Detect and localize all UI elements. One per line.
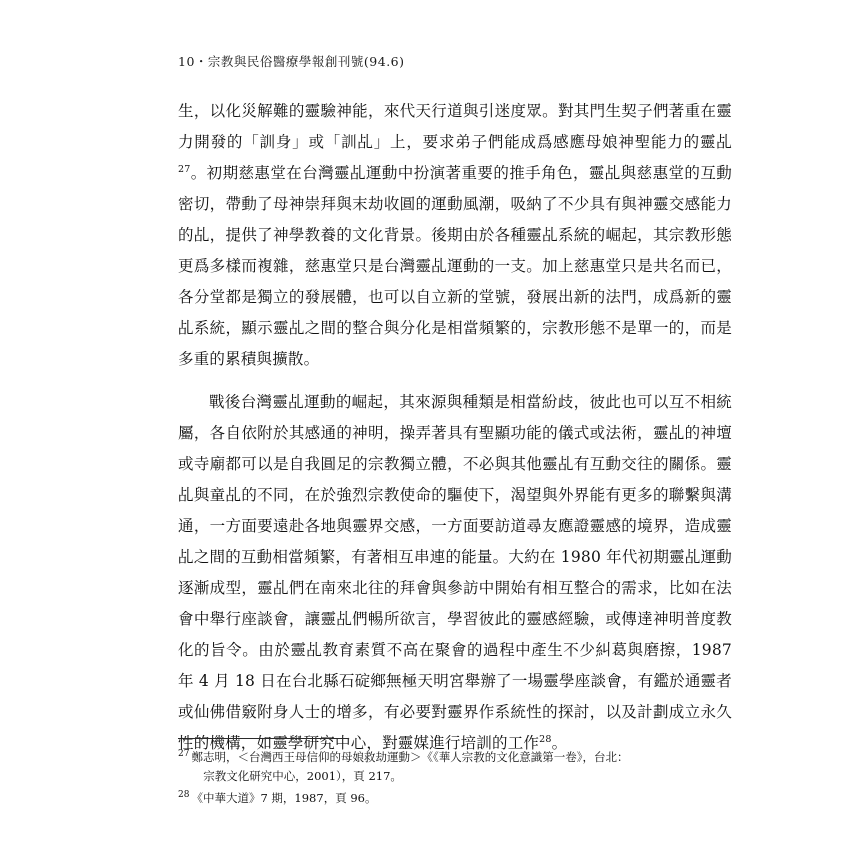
paragraph-2	[178, 387, 732, 759]
footnote-ref-28[interactable]: 28	[539, 733, 552, 745]
footnote-27-number: 27	[178, 749, 190, 760]
footnote-ref-27[interactable]: 27	[178, 163, 191, 175]
paragraph-2-segment-3: 。	[551, 734, 568, 752]
body-text	[178, 96, 732, 759]
footnote-28	[178, 789, 732, 808]
footnote-28-line1: 《中華大道》7 期，1987，頁 96。	[191, 791, 377, 805]
running-head: 10・宗教與民俗醫療學報創刊號(94.6)	[178, 54, 405, 69]
paragraph-1-segment-3: 。初期慈惠堂在台灣靈乩運動中扮演著重要的推手角色，靈乩與慈惠堂的互動密切，帶動了母神崇拜與末劫收圓的運動風潮，吸納了不少具有與神靈交感能力的乩，提供了神學教養的文化背景。後期由於各種靈乩系統的崛起，其宗教形態更爲多樣而複雜，慈惠堂只是台灣靈乩運動的一支。加上慈惠堂只是共名而已，各分堂都是獨立的發展體，也可以自立新的堂號，發展出新的法門，成爲新的靈乩系統，顯示靈乩之間的整合與分化是相當頻繁的，宗教形態不是單一的，而是多重的累積與擴散。	[178, 164, 732, 368]
footnote-27	[178, 748, 732, 786]
paragraph-1-segment-1: 生，以化災解難的靈驗神能，來代天行道與引迷度眾。對其門生契子們著重在靈力開發的「訓身」或「訓乩」上，要求弟子們能成爲感應母娘神聖能力的靈乩	[178, 102, 732, 151]
footnote-27-line2: 宗教文化研究中心，2001），頁 217。	[203, 769, 402, 783]
footnote-separator	[178, 738, 348, 739]
footnote-28-number: 28	[178, 790, 190, 801]
paragraph-1	[178, 96, 732, 375]
footnote-area	[178, 738, 732, 808]
paragraph-2-segment-1: 戰後台灣靈乩運動的崛起，其來源與種類是相當紛歧，彼此也可以互不相統屬，各自依附於其感通的神明，操弄著具有聖顯功能的儀式或法術，靈乩的神壇或寺廟都可以是自我圓足的宗教獨立體，不必與其他靈乩有互動交往的關係。靈乩與童乩的不同，在於強烈宗教使命的驅使下，渴望與外界能有更多的聯繫與溝通，一方面要遠赴各地與靈界交感，一方面要訪道尋友應證靈感的境界，造成靈乩之間的互動相當頻繁，有著相互串連的能量。大約在 1980 年代初期靈乩運動逐漸成型，靈乩們在南來北往的拜會與參訪中開始有相互整合的需求，比如在法會中舉行座談會，讓靈乩們暢所欲言，學習彼此的靈感經驗，或傳達神明普度教化的旨令。由於靈乩教育素質不高在聚會的過程中產生不少糾葛與磨擦，1987 年 4 月 18 日在台北縣石碇鄉無極天明宮舉辦了一場靈學座談會，有鑑於通靈者或仙佛借竅附身人士的增多，有必要對靈界作系統性的探討，以及計劃成立永久性的機構，如靈學研究中心，對靈媒進行培訓的工作	[178, 393, 732, 752]
footnote-27-line1: 鄭志明，＜台灣西王母信仰的母娘救劫運動＞《《華人宗教的文化意識第一卷》，台北：	[191, 750, 629, 764]
